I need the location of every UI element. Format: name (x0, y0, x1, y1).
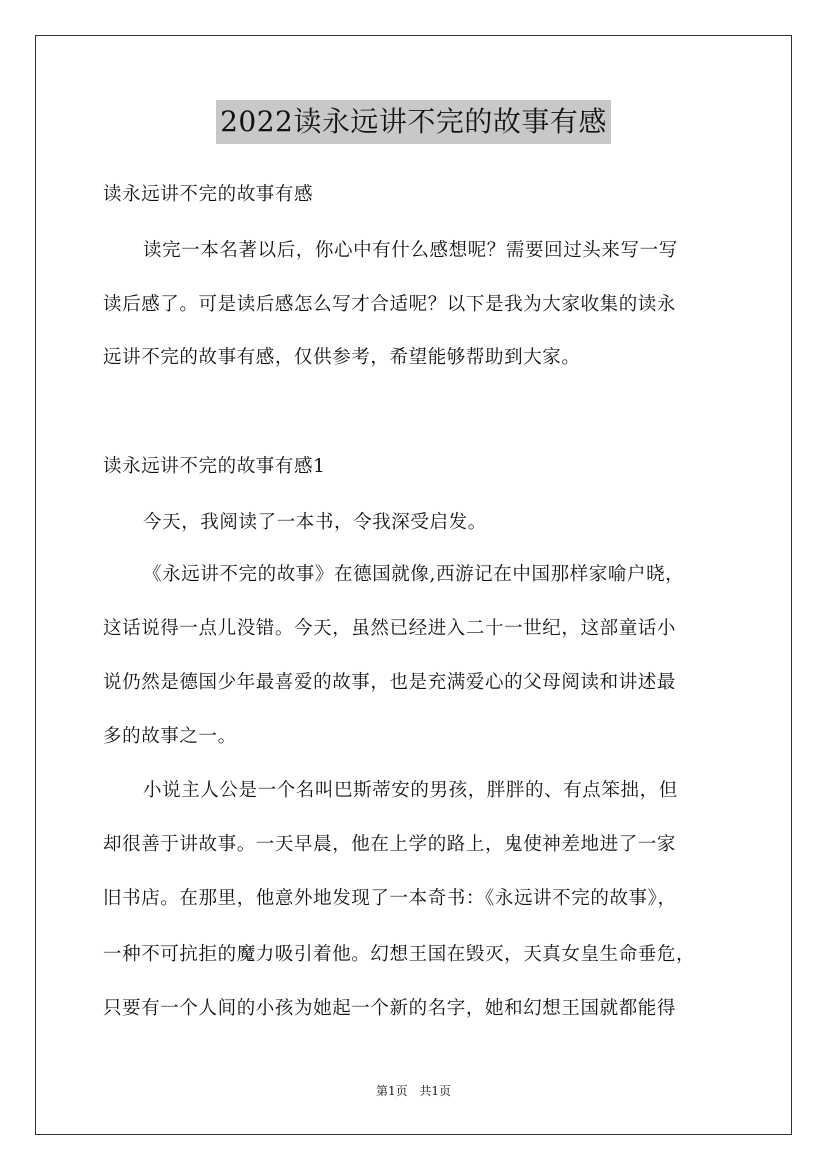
paragraph-line: 今天，我阅读了一本书，令我深受启发。 (143, 512, 487, 533)
section-heading: 读永远讲不完的故事有感1 (103, 456, 326, 477)
paragraph-line: 一种不可抗拒的魔力吸引着他。幻想王国在毁灭，天真女皇生命垂危， (103, 944, 696, 965)
paragraph-line: 远讲不完的故事有感，仅供参考，希望能够帮助到大家。 (103, 347, 581, 368)
page-number: 第1页 (375, 1084, 408, 1098)
paragraph-line: 读后感了。可是读后感怎么写才合适呢？以下是我为大家收集的读永 (103, 294, 677, 315)
page-total: 共1页 (419, 1084, 452, 1098)
subtitle-line: 读永远讲不完的故事有感 (103, 184, 314, 205)
document-title: 2022读永远讲不完的故事有感 (216, 100, 611, 144)
paragraph-line: 却很善于讲故事。一天早晨，他在上学的路上，鬼使神差地进了一家 (103, 834, 677, 855)
paragraph-line: 《永远讲不完的故事》在德国就像,西游记在中国那样家喻户晓， (143, 564, 685, 585)
paragraph-line: 旧书店。在那里，他意外地发现了一本奇书：《永远讲不完的故事》， (103, 888, 677, 909)
page-footer (0, 1082, 827, 1099)
title-container (0, 100, 827, 144)
paragraph-line: 读完一本名著以后，你心中有什么感想呢？需要回过头来写一写 (143, 240, 678, 261)
paragraph-line: 多的故事之一。 (103, 726, 237, 747)
paragraph-line: 小说主人公是一个名叫巴斯蒂安的男孩，胖胖的、有点笨拙，但 (143, 780, 678, 801)
paragraph-line: 说仍然是德国少年最喜爱的故事，也是充满爱心的父母阅读和讲述最 (103, 672, 677, 693)
paragraph-line: 这话说得一点儿没错。今天，虽然已经进入二十一世纪，这部童话小 (103, 618, 677, 639)
paragraph-line: 只要有一个人间的小孩为她起一个新的名字，她和幻想王国就都能得 (103, 998, 677, 1019)
